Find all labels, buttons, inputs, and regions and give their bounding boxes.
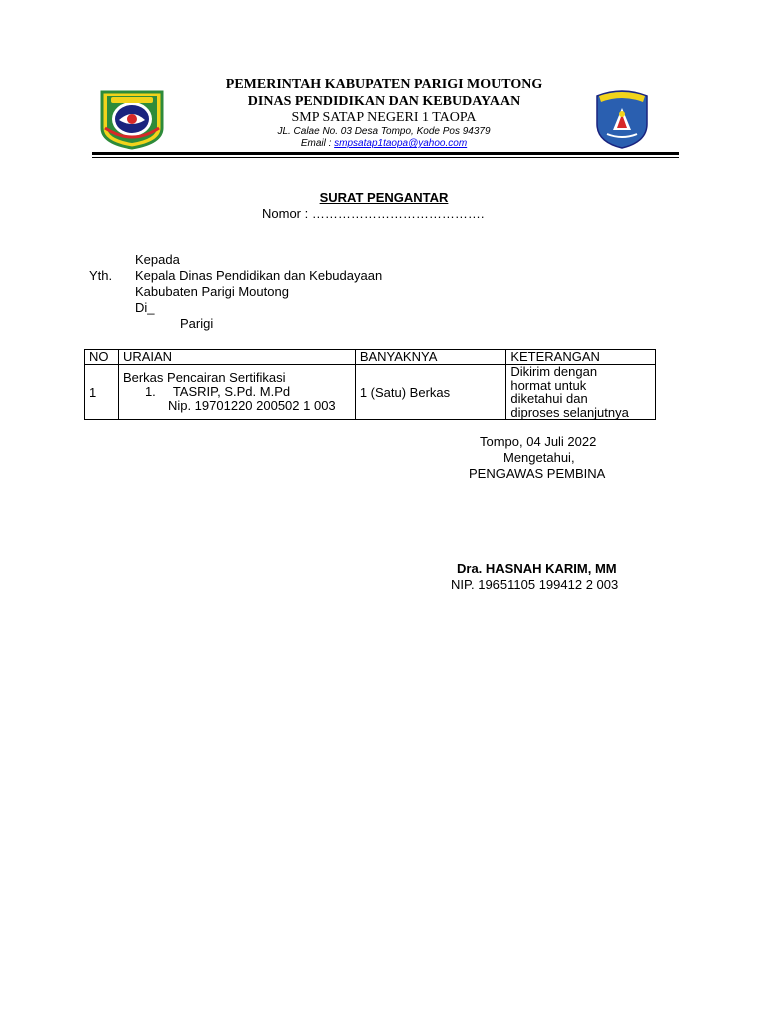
- letterhead-school: SMP SATAP NEGERI 1 TAOPA: [291, 110, 477, 125]
- signature-name: Dra. HASNAH KARIM, MM: [457, 561, 617, 576]
- uraian-title: Berkas Pencairan Sertifikasi: [122, 370, 286, 385]
- keterangan-line: diketahui dan: [510, 391, 588, 406]
- uraian-item-nip: Nip. 19701220 200502 1 003: [167, 398, 336, 413]
- email-label: Email :: [300, 138, 335, 149]
- letter-number: Nomor : ………………………………….: [262, 206, 485, 221]
- letterhead-address: JL. Calae No. 03 Desa Tompo, Kode Pos 94379: [277, 126, 491, 137]
- letter-title: SURAT PENGANTAR: [319, 190, 449, 205]
- email-link[interactable]: smpsatap1taopa@yahoo.com: [334, 138, 468, 149]
- document-table: [84, 349, 656, 420]
- recipient-city: Parigi: [180, 316, 214, 331]
- uraian-item: [123, 385, 351, 399]
- letterhead-divider-thin: [92, 157, 679, 158]
- keterangan-line: diproses selanjutnya: [510, 404, 629, 420]
- uraian-item-name: TASRIP, S.Pd. M.Pd: [172, 384, 291, 399]
- cell-no: 1: [85, 365, 119, 420]
- keterangan-line: Dikirim dengan: [510, 364, 598, 379]
- column-header-uraian: URAIAN: [118, 350, 355, 365]
- recipient-di: Di_: [135, 300, 155, 315]
- column-header-keterangan: KETERANGAN: [506, 350, 656, 365]
- recipient-yth: Yth.: [89, 268, 113, 283]
- signature-place-date: Tompo, 04 Juli 2022: [480, 434, 597, 449]
- keterangan-line: hormat untuk: [510, 377, 587, 393]
- letterhead-divider-thick: [92, 152, 679, 155]
- recipient-kepada: Kepada: [135, 252, 180, 267]
- letterhead-institution: PEMERINTAH KABUPATEN PARIGI MOUTONG: [225, 77, 543, 92]
- signature-mengetahui: Mengetahui,: [503, 450, 575, 465]
- recipient-line2: Kabubaten Parigi Moutong: [135, 284, 289, 299]
- table-header-row: [85, 350, 656, 365]
- letterhead-email-line: [0, 138, 768, 149]
- column-header-no: NO: [85, 350, 119, 365]
- table-row: [85, 365, 656, 420]
- cell-banyaknya: 1 (Satu) Berkas: [355, 365, 506, 420]
- column-header-banyaknya: BANYAKNYA: [355, 350, 506, 365]
- cell-keterangan: [506, 365, 656, 420]
- recipient-line1: Kepala Dinas Pendidikan dan Kebudayaan: [135, 268, 383, 283]
- uraian-item-number: 1.: [144, 384, 156, 399]
- signature-position: PENGAWAS PEMBINA: [469, 466, 606, 481]
- signature-nip: NIP. 19651105 199412 2 003: [451, 577, 619, 592]
- letterhead-department: DINAS PENDIDIKAN DAN KEBUDAYAAN: [247, 94, 521, 109]
- cell-uraian: [118, 365, 355, 420]
